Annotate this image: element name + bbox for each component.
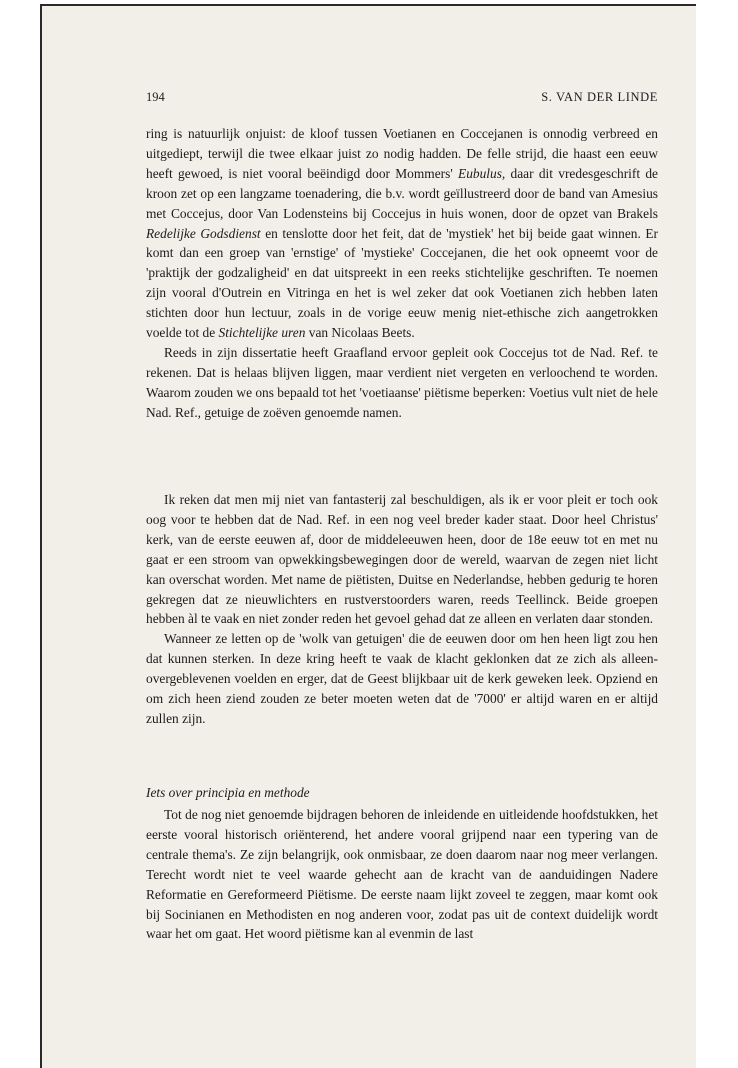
running-header [146, 90, 658, 108]
italic-title-redelijke-godsdienst: Redelijke Godsdienst [146, 225, 261, 241]
paragraph-4: Wanneer ze letten op de 'wolk van getuigen' die de eeuwen door om hen heen ligt zou hen dat kunnen sterken. In deze kring heeft te vaak de klacht geklonken dat ze zich als alleen-overgeblevenen voelden en erger, dat de Geest blijkbaar uit de kerk geweken leek. Opziend en om zich heen ziend zouden ze beter moeten weten dat de '7000' er altijd waren en er altijd zullen zijn. [146, 631, 658, 726]
italic-title-eubulus: Eubulus, [458, 165, 506, 181]
italic-title-stichtelijke-uren: Stichtelijke uren [218, 325, 306, 341]
paragraph-2: Reeds in zijn dissertatie heeft Graafland ervoor gepleit ook Coccejus tot de Nad. Ref. te rekenen. Dat is helaas blijven liggen, maar verdient niet vergeten en verloochend te worden. Waarom zouden we ons bepaald tot het 'voetiaanse' piëtisme beperken: Voetius vult niet de hele Nad. Ref., getuige de zoëven genoemde namen. [146, 344, 658, 420]
text-block-2 [146, 490, 658, 729]
text-block-1 [146, 124, 658, 423]
paragraph-5: Tot de nog niet genoemde bijdragen behoren de inleidende en uitleidende hoofdstukken, het eerste vooral historisch oriënterend, het andere vooral grijpend naar een typering van de centrale thema's. Ze zijn belangrijk, ook onmisbaar, ze doen daarom naar nog meer verlangen. Terecht wordt niet te veel waarde gehecht aan de kracht van de aanduidingen Nadere Reformatie en Gereformeerd Piëtisme. De eerste naam lijkt zoveel te zeggen, maar komt ook bij Socinianen en Methodisten en nog anderen voor, zodat pas uit de context duidelijk wordt waar het om gaat. Het woord piëtisme kan al evenmin de last [146, 807, 658, 942]
paragraph-3: Ik reken dat men mij niet van fantasterij zal beschuldigen, als ik er voor pleit er toch ook oog voor te hebben dat de Nad. Ref. in een nog veel breder kader staat. Door heel Christus' kerk, van de eerste eeuwen af, door de middeleeuwen heen, door de 18e eeuw tot en met nu gaat er een stroom van opwekkingsbewegingen door de wereld, waarvan de zegen niet licht kan overschat worden. Met name de piëtisten, Duitse en Nederlandse, hebben gedurig te horen gekregen dat ze nieuwlichters en rustverstoorders waren, reeds Teellinck. Beide groepen hebben àl te vaak en niet zonder reden het gevoel gehad dat ze alleen en verlaten daar stonden. [146, 492, 658, 627]
text-block-3 [146, 805, 658, 944]
page-number: 194 [146, 90, 165, 104]
paragraph-1: ring is natuurlijk onjuist: de kloof tussen Voetianen en Coccejanen is onnodig verbreed en uitgediept, terwijl die twee elkaar juist zo nodig hadden. De felle strijd, die haast een eeuw heeft gewoed, is niet vooral beëindigd door Mommers' Eubulus, daar dit vredesgeschrift de kroon zet op een langzame toenadering, die b.v. wordt geïllustreerd door de band van Amesius met Coccejus, door Van Lodensteins bij Coccejus in huis wonen, door de opzet van Brakels Redelijke Godsdienst en tenslotte door het feit, dat de 'mystiek' het bij beide gaat winnen. Er komt dan een groep van 'ernstige' of 'mystieke' Coccejanen, die het ook opneemt voor de 'praktijk der godzaligheid' en dat uitspreekt in een reeks stichtelijke geschriften. Te noemen zijn vooral d'Outrein en Vitringa en het is wel zeker dat ook Voetianen zich hebben laten stichten door hun lectuur, zoals in de vorige eeuw menig niet-ethische zich aangetrokken voelde tot de Stichtelijke uren van Nicolaas Beets. [146, 126, 658, 341]
section-heading: Iets over principia en methode [146, 785, 310, 800]
running-title: S. VAN DER LINDE [541, 90, 658, 104]
